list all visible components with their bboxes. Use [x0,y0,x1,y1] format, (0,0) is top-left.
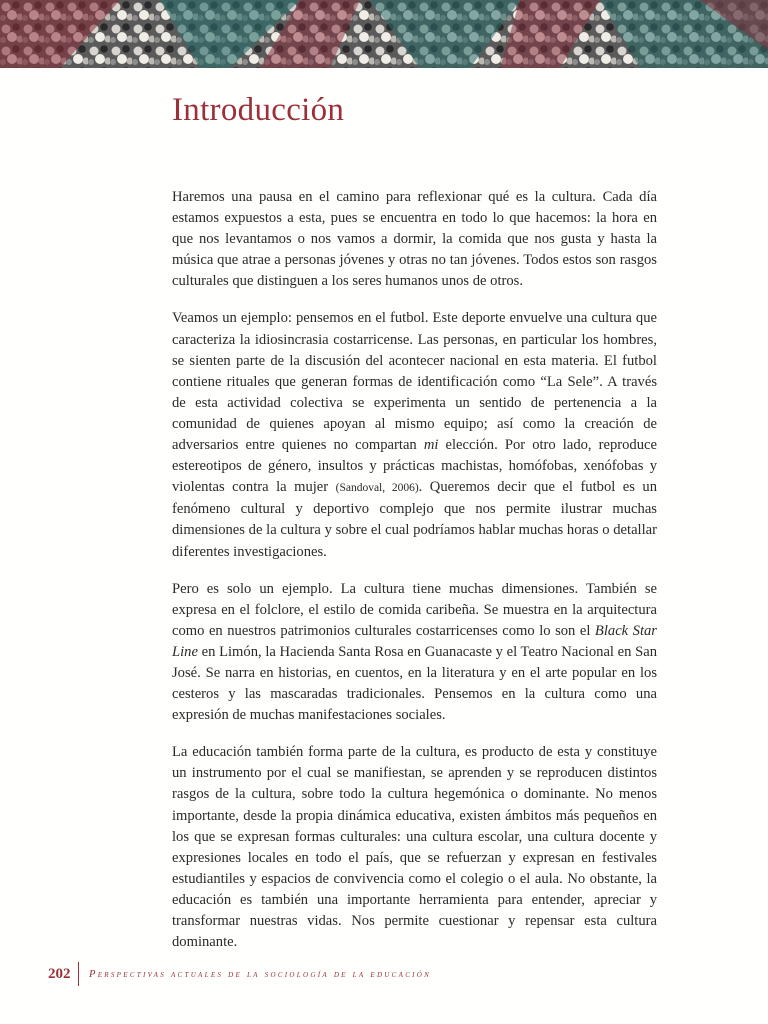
paragraph-3-emphasis: Black Star Line [172,622,657,660]
running-title: Perspectivas actuales de la sociología de la educación [89,968,432,980]
paragraph-1: Haremos una pausa en el camino para reflexionar qué es la cultura. Cada día estamos expuestos a esta, pues se encuentra en todo lo que hacemos: la hora en que nos levantamos o nos vamos a dormir, la comida que nos gusta y hasta la música que atrae a personas jóvenes y otras no tan jóvenes. Todos estos son rasgos culturales que distinguen a los seres humanos unos de otros. [172,189,657,290]
paragraph-2-emphasis: mi [423,437,439,454]
page-footer [48,962,431,986]
paragraph-2-part-3: . Queremos decir que el futbol es un fenómeno cultural y deportivo complejo que nos permite ilustrar muchas dimensiones de la cultura y sobre el cual podríamos hablar muchas horas o detallar diferentes investigaciones. [172,479,657,560]
paragraph-4: La educación también forma parte de la cultura, es producto de esta y constituye un instrumento por el cual se manifiestan, se aprenden y se reproducen distintos rasgos de la cultura, sobre todo la cultura hegemónica o dominante. No menos importante, desde la propia dinámica educativa, existen ámbitos más pequeños en los que se expresan formas culturales: una cultura escolar, una cultura docente y expresiones locales en todo el país, que se refuerzan y expresan en festivales estudiantiles y espacios de convivencia como el colegio o el aula. No obstante, la educación es también una importante herramienta para entender, apreciar y transformar nuestras vidas. Nos permite cuestionar y repensar esta cultura dominante. [172,744,657,951]
paragraph-2 [172,308,657,562]
crowd-photo-image [0,0,768,68]
body-text [172,187,657,969]
section-title: Introducción [172,92,345,128]
header-photo-banner [0,0,768,68]
page-number: 202 [48,965,71,982]
paragraph-3-part-2: en Limón, la Hacienda Santa Rosa en Guanacaste y el Teatro Nacional en San José. Se narra en historias, en cuentos, en la literatura y en el arte popular en los cesteros y las mascaradas tradicionales. Pensemos en la cultura como una expresión de muchas manifestaciones sociales. [172,643,657,724]
paragraph-3-part-1: Pero es solo un ejemplo. La cultura tiene muchas dimensiones. También se expresa en el folclore, el estilo de comida caribeña. Se muestra en la arquitectura como en nuestros patrimonios culturales costarricenses como lo son el [172,580,657,639]
paragraph-2-part-2: elección. Por otro lado, reproduce estereotipos de género, insultos y prácticas machistas, homófobas, xenófobas y violentas contra la mujer [172,437,657,496]
paragraph-2-part-1: Veamos un ejemplo: pensemos en el futbol. Este deporte envuelve una cultura que caracteriza la idiosincrasia costarricense. Las personas, en particular los hombres, se sienten parte de la discusión del acontecer nacional en esta materia. El futbol contiene rituales que generan formas de identificación como “La Sele”. A través de esta actividad colectiva se experimenta un sentido de pertenencia a la comunidad de quienes apoyan al mismo equipo; así como la creación de adversarios entre quienes no compartan [172,310,657,454]
paragraph-3 [172,579,657,727]
footer-divider [78,962,80,986]
citation: (Sandoval, 2006) [335,482,419,495]
